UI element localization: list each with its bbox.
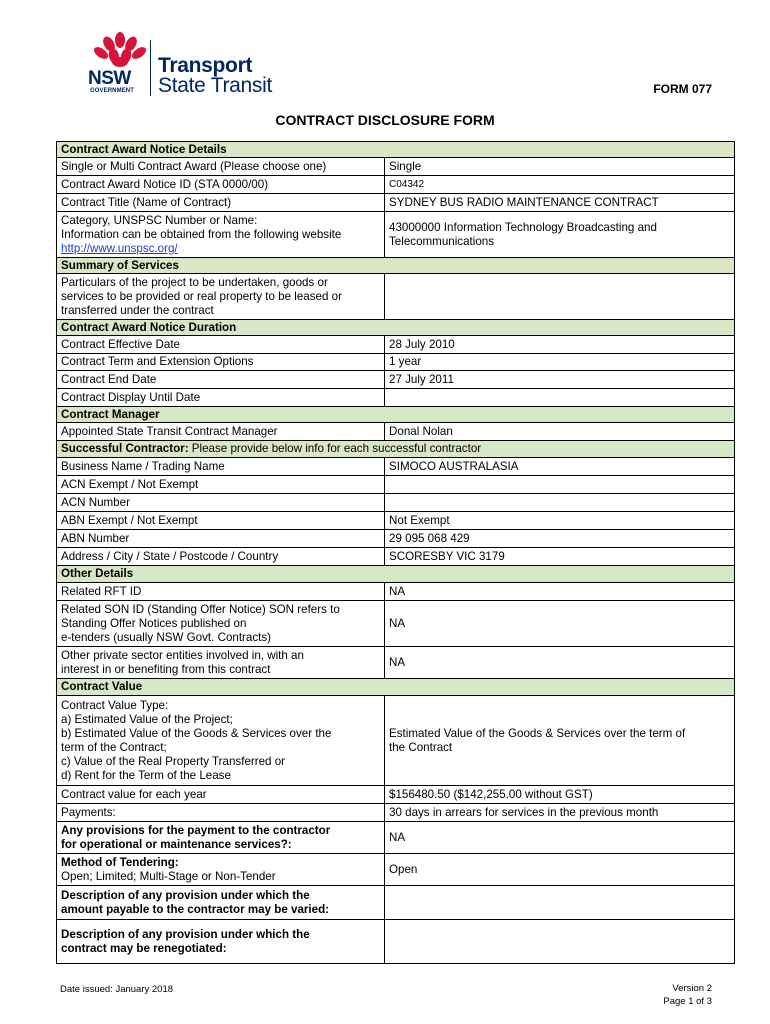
row-value: NA [385, 647, 735, 679]
table-row [57, 804, 735, 822]
table-row [57, 530, 735, 548]
table-row [57, 920, 735, 964]
row-value: 28 July 2010 [385, 336, 735, 354]
table-row [57, 212, 735, 258]
label-line: amount payable to the contractor may be varied: [61, 902, 330, 916]
row-label: Contract Term and Extension Options [57, 354, 385, 371]
row-value: NA [385, 822, 735, 854]
row-value: Not Exempt [385, 512, 735, 530]
table-row [57, 371, 735, 389]
table-row [57, 354, 735, 371]
label-line: b) Estimated Value of the Goods & Services over the [61, 726, 332, 740]
table-row [57, 647, 735, 679]
label-line: transferred under the contract [61, 303, 214, 317]
label-line: for operational or maintenance services?: [61, 837, 292, 851]
row-value [385, 389, 735, 407]
contract-disclosure-table [56, 141, 735, 964]
table-row [57, 458, 735, 476]
row-value: Open [385, 854, 735, 886]
logo-divider [150, 40, 151, 96]
value-line: Telecommunications [389, 234, 495, 248]
table-row [57, 194, 735, 212]
label-line: interest in or benefiting from this contract [61, 662, 271, 676]
row-label [57, 920, 385, 964]
logo-brand-state-transit: State Transit [158, 74, 272, 97]
row-value: 29 095 068 429 [385, 530, 735, 548]
footer-date-issued: Date issued: January 2018 [60, 984, 174, 995]
nsw-transport-logo [88, 32, 278, 98]
label-line: a) Estimated Value of the Project; [61, 712, 233, 726]
label-line: term of the Contract; [61, 740, 167, 754]
label-line: contract may be renegotiated: [61, 942, 227, 955]
value-line: the Contract [389, 740, 453, 754]
row-value: SIMOCO AUSTRALASIA [385, 458, 735, 476]
row-label [57, 274, 385, 320]
table-row [57, 336, 735, 354]
row-label: Contract value for each year [57, 786, 385, 804]
row-value: $156480.50 ($142,255.00 without GST) [385, 786, 735, 804]
row-label [57, 696, 385, 786]
row-label: Related RFT ID [57, 583, 385, 601]
row-label [57, 601, 385, 647]
row-label [57, 886, 385, 920]
table-row [57, 886, 735, 920]
table-row [57, 822, 735, 854]
section-duration [57, 320, 735, 336]
table-row [57, 176, 735, 194]
section-contractor [57, 441, 735, 458]
contractor-heading-note: Please provide below info for each successful contractor [188, 442, 482, 455]
row-label: Contract Display Until Date [57, 389, 385, 407]
row-label: Contract Effective Date [57, 336, 385, 354]
row-label: ACN Number [57, 494, 385, 512]
row-value: 30 days in arrears for services in the previous month [385, 804, 735, 822]
value-line: 43000000 Information Technology Broadcasting and [389, 220, 657, 234]
row-label [57, 647, 385, 679]
footer-version: Version 2 [672, 983, 712, 994]
section-value [57, 679, 735, 696]
row-label: Payments: [57, 804, 385, 822]
logo-government-text: GOVERNMENT [90, 88, 135, 94]
section-heading: Contract Award Notice Details [57, 142, 735, 158]
section-heading: Other Details [57, 566, 735, 583]
table-row [57, 494, 735, 512]
section-other [57, 566, 735, 583]
label-line: Standing Offer Notices published on [61, 616, 247, 630]
row-value [385, 476, 735, 494]
table-row [57, 274, 735, 320]
label-line: Other private sector entities involved in, with an [61, 648, 304, 662]
section-heading: Summary of Services [57, 258, 735, 274]
label-line: Related SON ID (Standing Offer Notice) SON refers to [61, 602, 340, 616]
row-label: ACN Exempt / Not Exempt [57, 476, 385, 494]
row-value [385, 886, 735, 920]
table-row [57, 601, 735, 647]
row-value: Donal Nolan [385, 423, 735, 441]
label-line: Description of any provision under which the [61, 888, 310, 902]
row-label: ABN Number [57, 530, 385, 548]
contractor-heading-bold: Successful Contractor: [61, 442, 189, 455]
row-value [385, 212, 735, 258]
label-line: Method of Tendering: [61, 855, 179, 869]
row-label [57, 822, 385, 854]
row-value [385, 920, 735, 964]
label-line: Any provisions for the payment to the contractor [61, 823, 331, 837]
row-value: C04342 [385, 176, 735, 194]
row-label: Single or Multi Contract Award (Please choose one) [57, 158, 385, 176]
label-line: Category, UNSPSC Number or Name: [61, 213, 258, 227]
label-line: Description of any provision under which the [61, 928, 310, 941]
section-award-notice [57, 142, 735, 158]
row-label: Appointed State Transit Contract Manager [57, 423, 385, 441]
row-value: 1 year [385, 354, 735, 371]
row-label: Contract Award Notice ID (STA 0000/00) [57, 176, 385, 194]
label-line: Contract Value Type: [61, 698, 169, 712]
row-label: Contract End Date [57, 371, 385, 389]
row-label [57, 854, 385, 886]
row-value: NA [385, 583, 735, 601]
label-line: services to be provided or real property to be leased or [61, 289, 342, 303]
waratah-icon [90, 32, 150, 72]
table-row [57, 583, 735, 601]
table-row [57, 512, 735, 530]
label-line: Particulars of the project to be undertaken, goods or [61, 275, 328, 289]
label-line: c) Value of the Real Property Transferred or [61, 754, 286, 768]
table-row [57, 158, 735, 176]
section-heading: Contract Award Notice Duration [57, 320, 735, 336]
label-line: Open; Limited; Multi-Stage or Non-Tender [61, 869, 276, 883]
row-label: Business Name / Trading Name [57, 458, 385, 476]
row-value [385, 274, 735, 320]
row-value: SYDNEY BUS RADIO MAINTENANCE CONTRACT [385, 194, 735, 212]
table-row [57, 423, 735, 441]
row-value: Single [385, 158, 735, 176]
row-label [57, 212, 385, 258]
row-value: NA [385, 601, 735, 647]
table-row [57, 854, 735, 886]
section-heading [57, 441, 735, 458]
row-value: 27 July 2011 [385, 371, 735, 389]
table-row [57, 696, 735, 786]
section-manager [57, 407, 735, 423]
footer-page-number: Page 1 of 3 [663, 996, 712, 1007]
logo-nsw-text: NSW [88, 68, 131, 89]
row-label: Contract Title (Name of Contract) [57, 194, 385, 212]
row-value [385, 696, 735, 786]
row-value: SCORESBY VIC 3179 [385, 548, 735, 566]
section-summary [57, 258, 735, 274]
row-label: Address / City / State / Postcode / Country [57, 548, 385, 566]
section-heading: Contract Value [57, 679, 735, 696]
row-label: ABN Exempt / Not Exempt [57, 512, 385, 530]
table-row [57, 548, 735, 566]
label-line: Information can be obtained from the following website [61, 227, 342, 241]
unspsc-link[interactable]: http://www.unspsc.org/ [61, 241, 178, 255]
section-heading: Contract Manager [57, 407, 735, 423]
table-row [57, 476, 735, 494]
label-line: e-tenders (usually NSW Govt. Contracts) [61, 630, 272, 644]
logo-brand-transport: Transport [158, 54, 253, 77]
page-title: CONTRACT DISCLOSURE FORM [275, 112, 495, 128]
value-line: Estimated Value of the Goods & Services over the term of [389, 726, 686, 740]
row-value [385, 494, 735, 512]
table-row [57, 389, 735, 407]
form-number: FORM 077 [653, 82, 712, 96]
label-line: d) Rent for the Term of the Lease [61, 768, 231, 782]
table-row [57, 786, 735, 804]
